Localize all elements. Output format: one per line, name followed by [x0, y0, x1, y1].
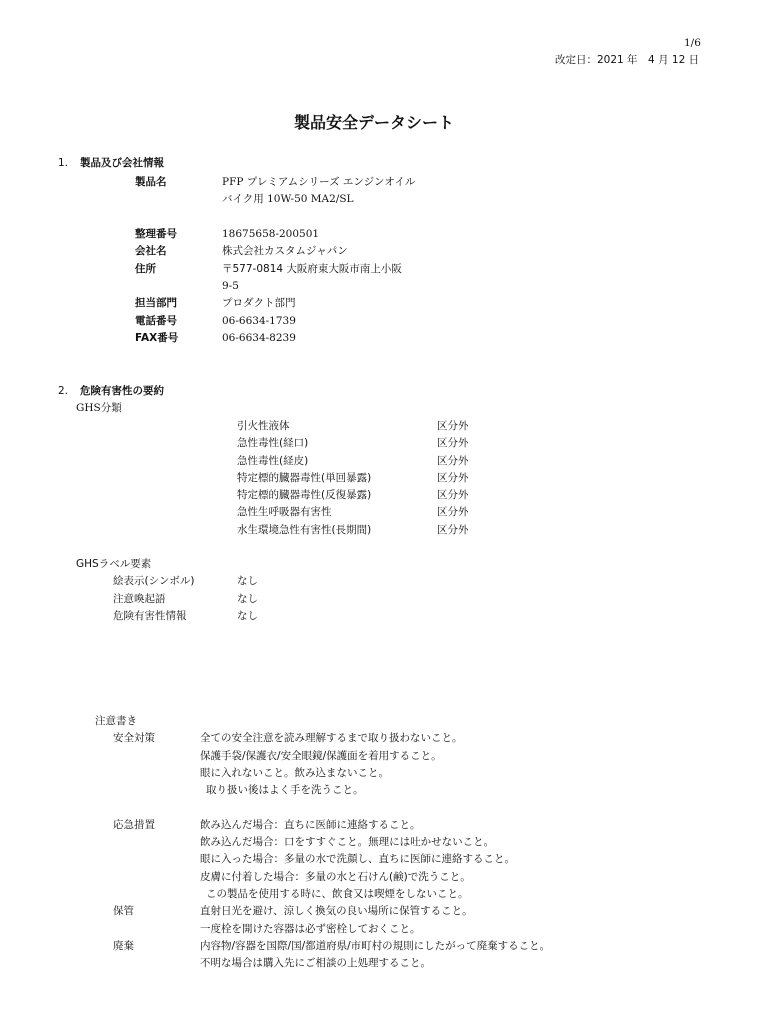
company-value: 株式会社カスタムジャパン — [222, 245, 348, 257]
product-name-label: 製品名 — [135, 176, 167, 188]
ghs-hazard: 急性毒性(経皮) — [237, 455, 309, 467]
ghs-label-value: なし — [237, 593, 258, 605]
section2-number: 2. — [58, 385, 69, 397]
ghs-category: 区分外 — [437, 472, 469, 484]
ghs-hazard: 急性生呼吸器有害性 — [237, 506, 332, 518]
phone-label: 電話番号 — [135, 315, 177, 327]
ghs-hazard: 特定標的臓器毒性(反復暴露) — [237, 489, 372, 501]
storage-line: 直射日光を避け、涼しく換気の良い場所に保管すること。 — [200, 905, 473, 917]
fax-label: FAX番号 — [135, 332, 179, 344]
storage-label: 保管 — [113, 905, 134, 917]
ghs-label-heading: GHSラベル要素 — [76, 558, 152, 570]
ghs-category: 区分外 — [437, 455, 469, 467]
ref-no-label: 整理番号 — [135, 228, 177, 240]
disposal-line: 不明な場合は購入先にご相談の上処理すること。 — [200, 957, 431, 969]
ghs-label-value: なし — [237, 575, 258, 587]
first-aid-line: 眼に入った場合：多量の水で洗顔し、直ちに医師に連絡すること。 — [200, 853, 515, 865]
revision-date: 改定日：2021 年 4 月 12 日 — [555, 54, 700, 66]
fax-value: 06-6634-8239 — [222, 332, 296, 344]
safety-line: 眼に入れないこと。飲み込まないこと。 — [200, 767, 389, 779]
section1-number: 1. — [58, 157, 69, 169]
address-label: 住所 — [135, 263, 156, 275]
document-title: 製品安全データシート — [294, 113, 455, 132]
ref-no-value: 18675658-200501 — [222, 228, 320, 240]
ghs-label-value: なし — [237, 610, 258, 622]
first-aid-line: この製品を使用する時に、飲食又は喫煙をしないこと。 — [206, 888, 469, 900]
safety-line: 全ての安全注意を読み理解するまで取り扱わないこと。 — [200, 732, 463, 744]
section2-heading: 危険有害性の要約 — [80, 385, 164, 397]
company-label: 会社名 — [135, 245, 167, 257]
ghs-category: 区分外 — [437, 437, 469, 449]
ghs-hazard: 急性毒性(経口) — [237, 437, 309, 449]
dept-value: プロダクト部門 — [222, 297, 296, 309]
ghs-category: 区分外 — [437, 420, 469, 432]
ghs-hazard: 特定標的臓器毒性(単回暴露) — [237, 472, 372, 484]
safety-line: 保護手袋/保護衣/安全眼鏡/保護面を着用すること。 — [200, 750, 442, 762]
ghs-class-label: GHS分類 — [76, 402, 122, 414]
disposal-label: 廃棄 — [113, 940, 134, 952]
precautions-heading: 注意書き — [95, 715, 137, 727]
ghs-category: 区分外 — [437, 524, 469, 536]
ghs-category: 区分外 — [437, 506, 469, 518]
storage-line: 一度栓を開けた容器は必ず密栓しておくこと。 — [200, 923, 421, 935]
dept-label: 担当部門 — [135, 297, 177, 309]
safety-line: 取り扱い後はよく手を洗うこと。 — [206, 784, 364, 796]
ghs-label-item: 危険有害性情報 — [113, 610, 187, 622]
ghs-label-item: 注意喚起語 — [113, 593, 166, 605]
ghs-label-item: 絵表示(シンボル) — [113, 575, 195, 587]
disposal-line: 内容物/容器を国際/国/都道府県/市町村の規則にしたがって廃棄すること。 — [200, 940, 551, 952]
ghs-category: 区分外 — [437, 489, 469, 501]
address-line1: 〒577-0814 大阪府東大阪市南上小阪 — [222, 263, 402, 275]
first-aid-line: 飲み込んだ場合：直ちに医師に連絡すること。 — [200, 819, 421, 831]
first-aid-label: 応急措置 — [113, 819, 155, 831]
ghs-hazard: 引火性液体 — [237, 420, 290, 432]
safety-label: 安全対策 — [113, 732, 155, 744]
first-aid-line: 皮膚に付着した場合：多量の水と石けん(鹸)で洗うこと。 — [200, 871, 471, 883]
phone-value: 06-6634-1739 — [222, 315, 296, 327]
product-name-line1: PFP プレミアムシリーズ エンジンオイル — [222, 176, 416, 188]
page-number: 1/6 — [684, 37, 701, 49]
address-line2: 9-5 — [222, 280, 239, 292]
ghs-hazard: 水生環境急性有害性(長期間) — [237, 524, 372, 536]
first-aid-line: 飲み込んだ場合：口をすすぐこと。無理には吐かせないこと。 — [200, 836, 495, 848]
product-name-line2: バイク用 10W-50 MA2/SL — [222, 193, 354, 205]
section1-heading: 製品及び会社情報 — [80, 157, 164, 169]
